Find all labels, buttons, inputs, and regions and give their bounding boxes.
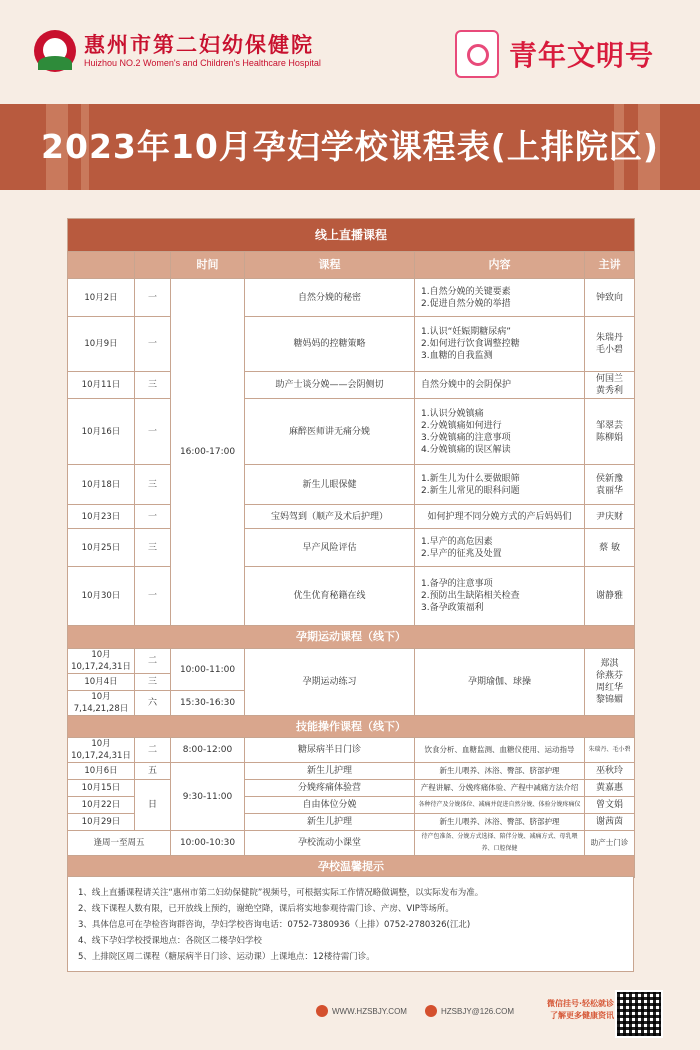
table-row xyxy=(68,780,635,797)
table-row xyxy=(68,567,635,626)
weekday-cell: 一 xyxy=(135,505,171,529)
weekday-cell: 三 xyxy=(135,465,171,505)
section-title-online: 线上直播课程 xyxy=(68,219,635,252)
tip-item: 2、线下课程人数有限，已开放线上预约，谢绝空降，课后将实地参观待需门诊、产房、VIP等场所。 xyxy=(78,904,454,914)
table-row xyxy=(68,649,635,674)
table-row xyxy=(68,399,635,465)
table-row xyxy=(68,505,635,529)
table-row xyxy=(68,279,635,317)
course-cell: 早产风险评估 xyxy=(245,529,415,567)
speaker-cell: 黄嘉惠 xyxy=(585,780,635,797)
table-row xyxy=(68,529,635,567)
content-cell: 新生儿喂养、沐浴、臀部、脐部护理 xyxy=(415,814,585,831)
date-cell: 10月30日 xyxy=(68,567,135,626)
time-cell: 10:00-11:00 xyxy=(171,649,245,691)
online-time-cell: 16:00-17:00 xyxy=(171,279,245,626)
course-cell: 糖妈妈的控糖策略 xyxy=(245,317,415,372)
section-header-skill xyxy=(68,716,635,738)
course-cell: 宝妈驾到（顺产及术后护理） xyxy=(245,505,415,529)
section-header-tips xyxy=(68,856,635,878)
table-row xyxy=(68,831,635,856)
footer-email[interactable]: HZSBJY@126.COM xyxy=(425,1005,514,1017)
speaker-cell: 蔡 敏 xyxy=(585,529,635,567)
course-cell: 自然分娩的秘密 xyxy=(245,279,415,317)
section-header-online xyxy=(68,219,635,252)
speaker-cell: 助产士门诊 xyxy=(585,831,635,856)
weekday-cell: 一 xyxy=(135,317,171,372)
content-cell: 新生儿喂养、沐浴、臀部、脐部护理 xyxy=(415,763,585,780)
date-cell: 逢周一至周五 xyxy=(68,831,171,856)
time-cell: 10:00-10:30 xyxy=(171,831,245,856)
date-cell: 10月4日 xyxy=(68,674,135,691)
col-speaker: 主讲 xyxy=(585,252,635,279)
weekday-cell: 三 xyxy=(135,529,171,567)
weekday-cell: 一 xyxy=(135,399,171,465)
speaker-cell: 尹庆财 xyxy=(585,505,635,529)
content-cell: 待产包准备、分娩方式选择、陪伴分娩、减痛方式、母乳喂养、口腔保健 xyxy=(415,831,585,856)
content-cell: 1.自然分娩的关键要素 2.促进自然分娩的举措 xyxy=(415,279,585,317)
date-cell: 10月15日 xyxy=(68,780,135,797)
speaker-cell: 郑淇 徐燕芬 周红华 黎锦媚 xyxy=(585,649,635,716)
weekday-cell: 二 xyxy=(135,738,171,763)
course-cell: 糖尿病半日门诊 xyxy=(245,738,415,763)
speaker-cell: 曾文娟 xyxy=(585,797,635,814)
qr-code-icon[interactable] xyxy=(615,990,663,1038)
weekday-cell: 六 xyxy=(135,691,171,716)
date-cell: 10月10,17,24,31日 xyxy=(68,738,135,763)
content-cell: 自然分娩中的会阴保护 xyxy=(415,372,585,399)
date-cell: 10月29日 xyxy=(68,814,135,831)
weekday-cell: 二 xyxy=(135,649,171,674)
hospital-logo xyxy=(34,30,321,72)
section-title-sport: 孕期运动课程（线下） xyxy=(68,626,635,649)
table-row xyxy=(68,763,635,780)
tips-panel xyxy=(67,876,634,972)
time-cell: 15:30-16:30 xyxy=(171,691,245,716)
speaker-cell: 钟致向 xyxy=(585,279,635,317)
brand-name: 青年文明号 xyxy=(509,39,655,72)
course-cell: 孕校流动小课堂 xyxy=(245,831,415,856)
date-cell: 10月18日 xyxy=(68,465,135,505)
hospital-emblem-icon xyxy=(34,30,76,72)
date-cell: 10月11日 xyxy=(68,372,135,399)
tip-item: 5、上排院区周二课程（糖尿病半日门诊、运动课）上课地点：12楼待需门诊。 xyxy=(78,952,375,962)
table-row xyxy=(68,372,635,399)
content-cell: 孕期瑜伽、球操 xyxy=(415,649,585,716)
content-cell: 如何护理不同分娩方式的产后妈妈们 xyxy=(415,505,585,529)
content-cell: 1.备孕的注意事项 2.预防出生缺陷相关检查 3.备孕政策福利 xyxy=(415,567,585,626)
course-cell: 麻醉医师讲无痛分娩 xyxy=(245,399,415,465)
section-header-sport xyxy=(68,626,635,649)
content-cell: 产程讲解、分娩疼痛体验、产程中减痛方法介绍 xyxy=(415,780,585,797)
course-cell: 分娩疼痛体验营 xyxy=(245,780,415,797)
course-cell: 孕期运动练习 xyxy=(245,649,415,716)
course-cell: 优生优育秘籍在线 xyxy=(245,567,415,626)
course-cell: 助产士谈分娩——会阴侧切 xyxy=(245,372,415,399)
weekday-cell: 日 xyxy=(135,780,171,831)
time-cell: 8:00-12:00 xyxy=(171,738,245,763)
footer xyxy=(0,990,700,1050)
table-row xyxy=(68,317,635,372)
speaker-cell: 侯新豫 袁丽华 xyxy=(585,465,635,505)
col-content: 内容 xyxy=(415,252,585,279)
col-time: 时间 xyxy=(171,252,245,279)
date-cell: 10月9日 xyxy=(68,317,135,372)
content-cell: 1.新生儿为什么要做眼筛 2.新生儿常见的眼科问题 xyxy=(415,465,585,505)
date-cell: 10月2日 xyxy=(68,279,135,317)
header xyxy=(0,0,700,100)
col-course: 课程 xyxy=(245,252,415,279)
schedule-table xyxy=(67,218,635,878)
speaker-cell: 邹翠芸 陈柳娟 xyxy=(585,399,635,465)
course-cell: 新生儿眼保健 xyxy=(245,465,415,505)
date-cell: 10月25日 xyxy=(68,529,135,567)
hospital-name-en: Huizhou NO.2 Women's and Children's Healthcare Hospital xyxy=(84,58,321,68)
hospital-name-cn: 惠州市第二妇幼保健院 xyxy=(84,33,314,57)
table-row xyxy=(68,465,635,505)
date-cell: 10月6日 xyxy=(68,763,135,780)
content-cell: 饮食分析、血糖监测、血糖仪使用、运动指导 xyxy=(415,738,585,763)
brand-badge-icon xyxy=(455,30,499,78)
tip-item: 3、具体信息可在孕检咨询群咨询，孕妇学校咨询电话：0752-7380936（上排）0752-2780326(江北) xyxy=(78,920,471,930)
tip-item: 1、线上直播课程请关注“惠州市第二妇幼保健院”视频号，可根据实际工作情况略做调整，以实际发布为准。 xyxy=(78,888,484,898)
title-banner xyxy=(0,104,700,190)
tip-item: 4、线下孕妇学校授课地点：各院区二楼孕妇学校 xyxy=(78,936,262,946)
section-title-tips: 孕校温馨提示 xyxy=(68,856,635,878)
globe-icon xyxy=(316,1005,328,1017)
speaker-cell: 朱瑞丹 毛小碧 xyxy=(585,317,635,372)
page-title: 2023年10月孕妇学校课程表(上排院区) xyxy=(41,127,659,166)
course-cell: 自由体位分娩 xyxy=(245,797,415,814)
date-cell: 10月7,14,21,28日 xyxy=(68,691,135,716)
content-cell: 1.认识“妊娠期糖尿病” 2.如何进行饮食调整控糖 3.血糖的自我监测 xyxy=(415,317,585,372)
brand-logo xyxy=(455,30,654,78)
speaker-cell: 谢茜茵 xyxy=(585,814,635,831)
section-title-skill: 技能操作课程（线下） xyxy=(68,716,635,738)
date-cell: 10月23日 xyxy=(68,505,135,529)
date-cell: 10月22日 xyxy=(68,797,135,814)
speaker-cell: 何国兰 黄秀利 xyxy=(585,372,635,399)
weekday-cell: 一 xyxy=(135,279,171,317)
weekday-cell: 一 xyxy=(135,567,171,626)
weekday-cell: 五 xyxy=(135,763,171,780)
content-cell: 各种待产及分娩体位、减痛并促进自然分娩、体验分娩疼痛仪 xyxy=(415,797,585,814)
course-cell: 新生儿护理 xyxy=(245,763,415,780)
footer-website[interactable]: WWW.HZSBJY.COM xyxy=(316,1005,407,1017)
date-cell: 10月16日 xyxy=(68,399,135,465)
mail-icon xyxy=(425,1005,437,1017)
footer-slogan: 微信挂号·轻松就诊 了解更多健康资讯 xyxy=(546,999,614,1020)
weekday-cell: 三 xyxy=(135,372,171,399)
speaker-cell: 谢静雅 xyxy=(585,567,635,626)
speaker-cell: 巫秋玲 xyxy=(585,763,635,780)
time-cell: 9:30-11:00 xyxy=(171,763,245,831)
course-cell: 新生儿护理 xyxy=(245,814,415,831)
date-cell: 10月10,17,24,31日 xyxy=(68,649,135,674)
content-cell: 1.早产的高危因素 2.早产的征兆及处置 xyxy=(415,529,585,567)
speaker-cell: 朱瑞丹、毛小碧 xyxy=(585,738,635,763)
column-header-row xyxy=(68,252,635,279)
table-row xyxy=(68,738,635,763)
weekday-cell: 三 xyxy=(135,674,171,691)
content-cell: 1.认识分娩镇痛 2.分娩镇痛如何进行 3.分娩镇痛的注意事项 4.分娩镇痛的误区解读 xyxy=(415,399,585,465)
